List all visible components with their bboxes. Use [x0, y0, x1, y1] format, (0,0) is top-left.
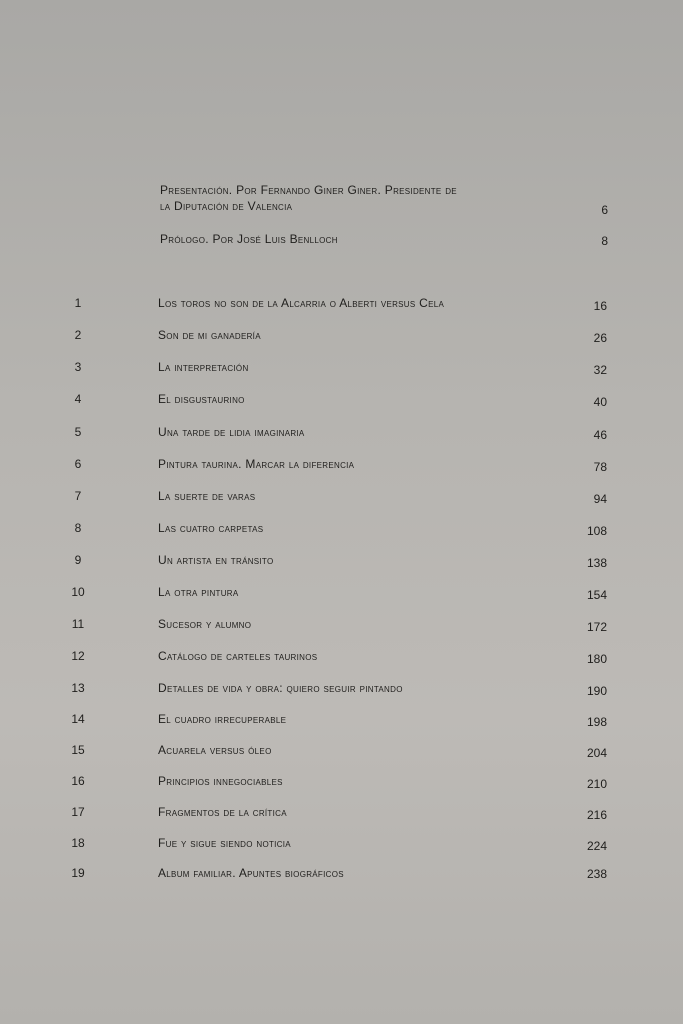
chapter-title: Album familiar. Apuntes biográficos [158, 866, 344, 880]
toc-entry [0, 553, 683, 573]
chapter-number: 12 [71, 649, 85, 663]
chapter-number: 8 [74, 521, 82, 535]
chapter-page: 238 [586, 867, 607, 881]
toc-entry [0, 743, 683, 763]
chapter-page: 204 [586, 746, 607, 760]
chapter-title: Son de mi ganadería [158, 328, 261, 342]
chapter-page: 78 [593, 460, 607, 474]
toc-entry [0, 617, 683, 637]
chapter-number: 15 [71, 743, 85, 757]
chapter-page: 224 [586, 839, 607, 853]
chapter-title: Los toros no son de la Alcarria o Alberti versus Cela [158, 296, 445, 310]
chapter-number: 2 [74, 328, 82, 342]
chapter-number: 13 [71, 681, 85, 695]
chapter-title: Pintura taurina. Marcar la diferencia [158, 457, 355, 471]
toc-entry [0, 866, 683, 886]
intro-presentacion-line2: la Diputación de Valencia [160, 199, 293, 213]
chapter-title: Catálogo de carteles taurinos [158, 649, 318, 663]
toc-entry [0, 489, 683, 509]
chapter-title: Sucesor y alumno [158, 617, 252, 631]
chapter-page: 198 [586, 715, 607, 729]
toc-entry [0, 774, 683, 794]
chapter-title: El disgustaurino [158, 392, 245, 406]
toc-entry [0, 712, 683, 732]
intro-presentacion-page: 6 [601, 203, 608, 217]
chapter-title: La suerte de varas [158, 489, 256, 503]
chapter-page: 210 [586, 777, 607, 791]
chapter-page: 26 [593, 331, 607, 345]
chapter-title: Fue y sigue siendo noticia [158, 836, 291, 850]
toc-entry [0, 457, 683, 477]
chapter-page: 94 [593, 492, 607, 506]
chapter-page: 216 [586, 808, 607, 822]
chapter-page: 172 [586, 620, 607, 634]
chapter-page: 40 [593, 395, 607, 409]
chapter-number: 9 [74, 553, 82, 567]
chapter-page: 46 [593, 428, 607, 442]
chapter-number: 7 [74, 489, 82, 503]
chapter-number: 19 [71, 866, 85, 880]
chapter-number: 1 [74, 296, 82, 310]
toc-entry [0, 296, 683, 316]
chapter-page: 180 [586, 652, 607, 666]
chapter-number: 10 [71, 585, 85, 599]
toc-entry [0, 681, 683, 701]
chapter-page: 154 [586, 588, 607, 602]
chapter-number: 6 [74, 457, 82, 471]
chapter-title: Detalles de vida y obra: quiero seguir pintando [158, 681, 403, 695]
toc-entry [0, 585, 683, 605]
chapter-page: 108 [586, 524, 607, 538]
chapter-title: Principios innegociables [158, 774, 283, 788]
intro-prologo-title: Prólogo. Por José Luis Benlloch [160, 232, 338, 246]
chapter-page: 16 [593, 299, 607, 313]
toc-entry [0, 521, 683, 541]
toc-entry [0, 328, 683, 348]
chapter-number: 17 [71, 805, 85, 819]
toc-entry [0, 649, 683, 669]
chapter-number: 3 [74, 360, 82, 374]
chapter-title: Una tarde de lidia imaginaria [158, 425, 305, 439]
chapter-number: 4 [74, 392, 82, 406]
intro-presentacion-line1: Presentación. Por Fernando Giner Giner. Presidente de [160, 183, 457, 197]
chapter-number: 16 [71, 774, 85, 788]
chapter-number: 14 [71, 712, 85, 726]
chapter-title: Acuarela versus óleo [158, 743, 272, 757]
chapter-title: Las cuatro carpetas [158, 521, 264, 535]
chapter-title: Un artista en tránsito [158, 553, 274, 567]
chapter-title: Fragmentos de la crítica [158, 805, 287, 819]
toc-entry [0, 805, 683, 825]
chapter-number: 18 [71, 836, 85, 850]
toc-entry [0, 360, 683, 380]
chapter-title: La otra pintura [158, 585, 239, 599]
toc-entry [0, 392, 683, 412]
chapter-page: 138 [586, 556, 607, 570]
chapter-title: El cuadro irrecuperable [158, 712, 287, 726]
toc-entry [0, 425, 683, 445]
chapter-title: La interpretación [158, 360, 249, 374]
chapter-number: 5 [74, 425, 82, 439]
chapter-page: 32 [593, 363, 607, 377]
chapter-number: 11 [71, 617, 85, 631]
intro-prologo-page: 8 [601, 234, 608, 248]
toc-entry [0, 836, 683, 856]
chapter-page: 190 [586, 684, 607, 698]
